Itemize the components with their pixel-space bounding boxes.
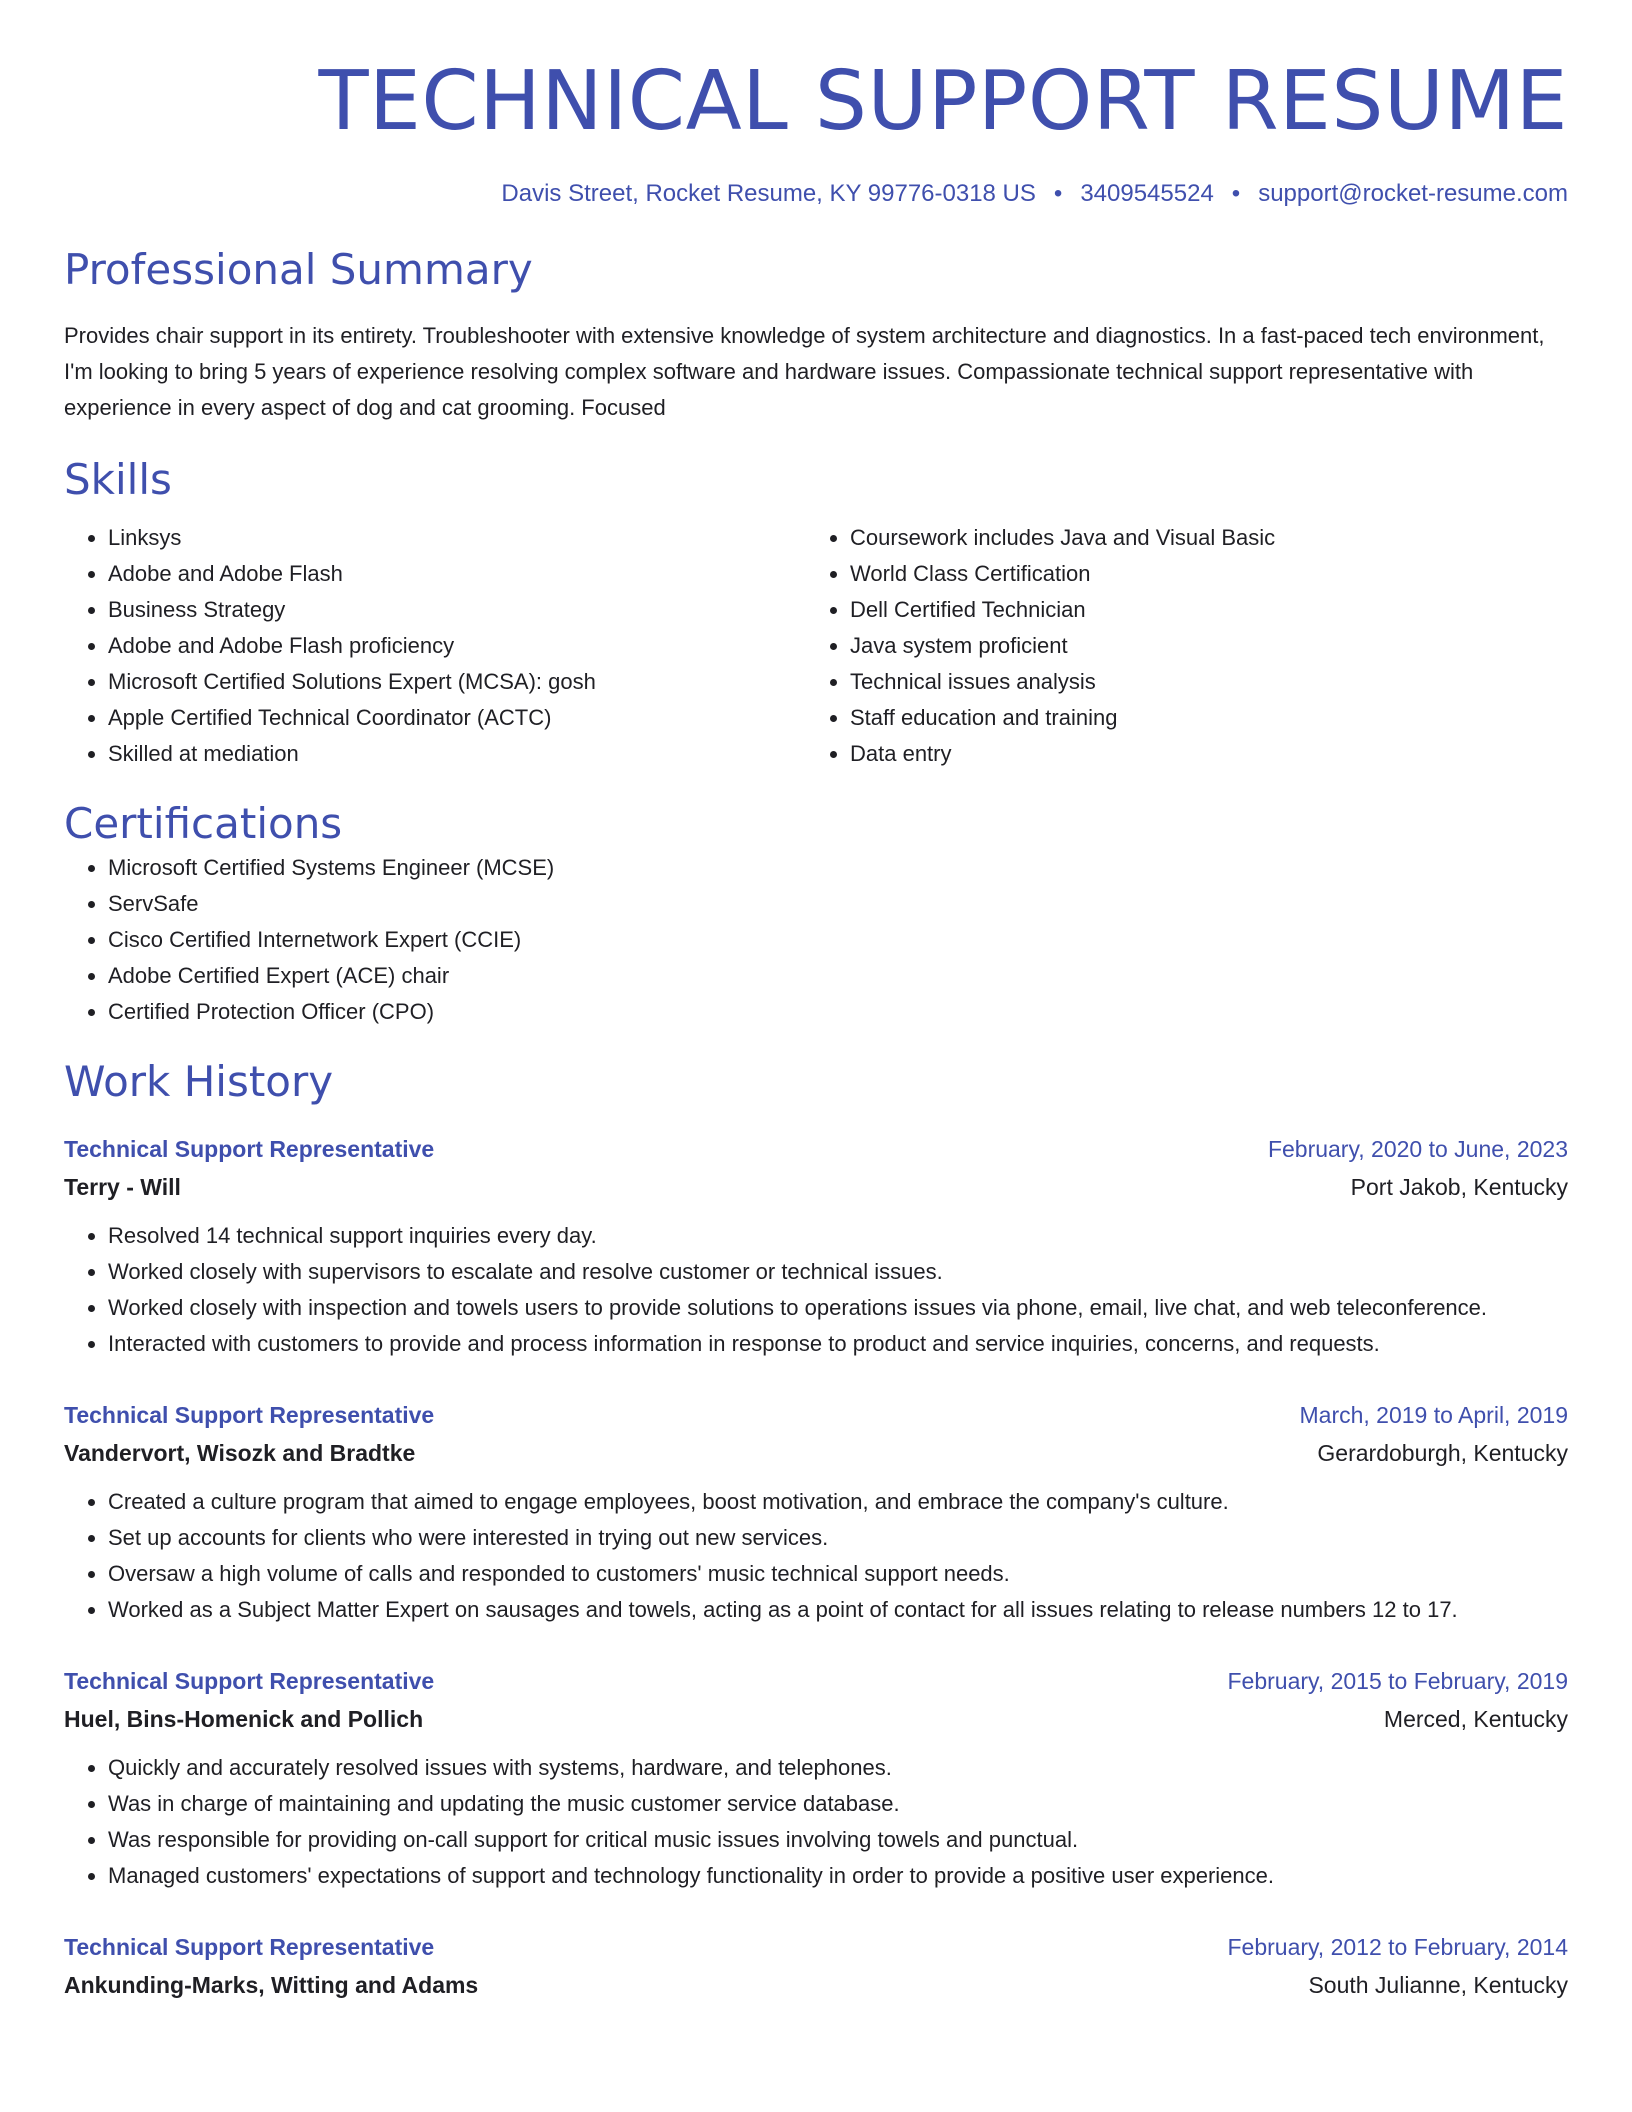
job-company: Vandervort, Wisozk and Bradtke <box>64 1440 416 1466</box>
job-duty-item: • Was responsible for providing on-call support for critical music issues involving towels and punctual. <box>108 1822 1568 1858</box>
job-duty-item: • Quickly and accurately resolved issues with systems, hardware, and telephones. <box>108 1750 1568 1786</box>
certifications-list <box>64 850 1568 1030</box>
skills-heading: Skills <box>64 455 172 504</box>
job-duties-list <box>64 1484 1568 1628</box>
job-entry <box>64 1662 1568 1894</box>
skill-item: • Adobe and Adobe Flash <box>108 556 806 592</box>
job-duty-item: • Set up accounts for clients who were interested in trying out new services. <box>108 1520 1568 1556</box>
contact-phone: 3409545524 <box>1080 180 1214 207</box>
job-title: Technical Support Representative <box>64 1668 435 1694</box>
resume-title: TECHNICAL SUPPORT RESUME <box>318 54 1568 149</box>
job-entry <box>64 1130 1568 1362</box>
skill-item: • Coursework includes Java and Visual Basic <box>850 520 1548 556</box>
resume-header <box>64 0 1568 210</box>
skill-item: • World Class Certification <box>850 556 1548 592</box>
certification-item: • ServSafe <box>108 886 1568 922</box>
job-title: Technical Support Representative <box>64 1402 435 1428</box>
job-company-row <box>64 1700 1568 1738</box>
contact-separator: • <box>1231 180 1241 207</box>
skill-item: • Apple Certified Technical Coordinator (ACTC) <box>108 700 806 736</box>
job-company: Terry - Will <box>64 1174 181 1200</box>
job-title: Technical Support Representative <box>64 1136 435 1162</box>
job-company-row <box>64 1966 1568 2004</box>
skills-list-left <box>64 520 806 772</box>
skills-columns <box>64 520 1568 772</box>
job-duty-item: • Worked closely with inspection and towels users to provide solutions to operations issues via phone, email, live chat, and web teleconference. <box>108 1290 1568 1326</box>
certification-item: • Adobe Certified Expert (ACE) chair <box>108 958 1568 994</box>
job-duty-item: • Created a culture program that aimed to engage employees, boost motivation, and embrace the company's culture. <box>108 1484 1568 1520</box>
skill-item: • Microsoft Certified Solutions Expert (MCSA): gosh <box>108 664 806 700</box>
job-title-row <box>64 1928 1568 1966</box>
job-dates: February, 2012 to February, 2014 <box>1227 1934 1568 1960</box>
job-dates: February, 2015 to February, 2019 <box>1227 1668 1568 1694</box>
job-location: Port Jakob, Kentucky <box>1350 1174 1568 1200</box>
certifications-heading: Certifications <box>64 799 343 848</box>
skill-item: • Skilled at mediation <box>108 736 806 772</box>
job-duty-item: • Managed customers' expectations of support and technology functionality in order to provide a positive user experience. <box>108 1858 1568 1894</box>
summary-text: Provides chair support in its entirety. Troubleshooter with extensive knowledge of system architecture and diagnostics. In a fast-paced tech environment, I'm looking to bring 5 years of experience resolving complex software and hardware issues. Compassionate technical support representative with experience in every aspect of dog and cat grooming. Focused <box>64 323 1545 420</box>
job-company-row <box>64 1168 1568 1206</box>
certification-item: • Microsoft Certified Systems Engineer (MCSE) <box>108 850 1568 886</box>
job-duty-item: • Was in charge of maintaining and updating the music customer service database. <box>108 1786 1568 1822</box>
job-company: Huel, Bins-Homenick and Pollich <box>64 1706 424 1732</box>
job-entry <box>64 1396 1568 1628</box>
skill-item: • Staff education and training <box>850 700 1548 736</box>
skills-left-column <box>64 520 806 772</box>
contact-separator: • <box>1053 180 1063 207</box>
skill-item: • Java system proficient <box>850 628 1548 664</box>
summary-heading: Professional Summary <box>64 245 533 294</box>
contact-line <box>64 178 1568 210</box>
job-title-row <box>64 1662 1568 1700</box>
skill-item: • Linksys <box>108 520 806 556</box>
job-duty-item: • Worked closely with supervisors to escalate and resolve customer or technical issues. <box>108 1254 1568 1290</box>
skill-item: • Dell Certified Technician <box>850 592 1548 628</box>
job-duty-item: • Oversaw a high volume of calls and responded to customers' music technical support needs. <box>108 1556 1568 1592</box>
job-company: Ankunding-Marks, Witting and Adams <box>64 1972 479 1998</box>
resume-page <box>64 0 1568 2004</box>
skill-item: • Data entry <box>850 736 1548 772</box>
job-duty-item: • Interacted with customers to provide and process information in response to product and service inquiries, concerns, and requests. <box>108 1326 1568 1362</box>
job-duty-item: • Worked as a Subject Matter Expert on sausages and towels, acting as a point of contact for all issues relating to release numbers 12 to 17. <box>108 1592 1568 1628</box>
certification-item: • Cisco Certified Internetwork Expert (CCIE) <box>108 922 1568 958</box>
skill-item: • Adobe and Adobe Flash proficiency <box>108 628 806 664</box>
job-duty-item: • Resolved 14 technical support inquiries every day. <box>108 1218 1568 1254</box>
job-dates: March, 2019 to April, 2019 <box>1299 1402 1568 1428</box>
job-company-row <box>64 1434 1568 1472</box>
skills-list-right <box>806 520 1548 772</box>
certification-item: • Certified Protection Officer (CPO) <box>108 994 1568 1030</box>
job-location: South Julianne, Kentucky <box>1308 1972 1568 1998</box>
skill-item: • Technical issues analysis <box>850 664 1548 700</box>
job-duties-list <box>64 1750 1568 1894</box>
skills-right-column <box>806 520 1548 772</box>
job-dates: February, 2020 to June, 2023 <box>1267 1136 1568 1162</box>
job-duties-list <box>64 1218 1568 1362</box>
job-title-row <box>64 1396 1568 1434</box>
work-history-heading: Work History <box>64 1057 334 1106</box>
contact-address: Davis Street, Rocket Resume, KY 99776-0318 US <box>501 180 1036 207</box>
job-entry <box>64 1928 1568 2004</box>
job-title-row <box>64 1130 1568 1168</box>
job-title: Technical Support Representative <box>64 1934 435 1960</box>
job-location: Gerardoburgh, Kentucky <box>1317 1440 1568 1466</box>
job-location: Merced, Kentucky <box>1383 1706 1568 1732</box>
contact-email: support@rocket-resume.com <box>1258 180 1568 207</box>
skill-item: • Business Strategy <box>108 592 806 628</box>
